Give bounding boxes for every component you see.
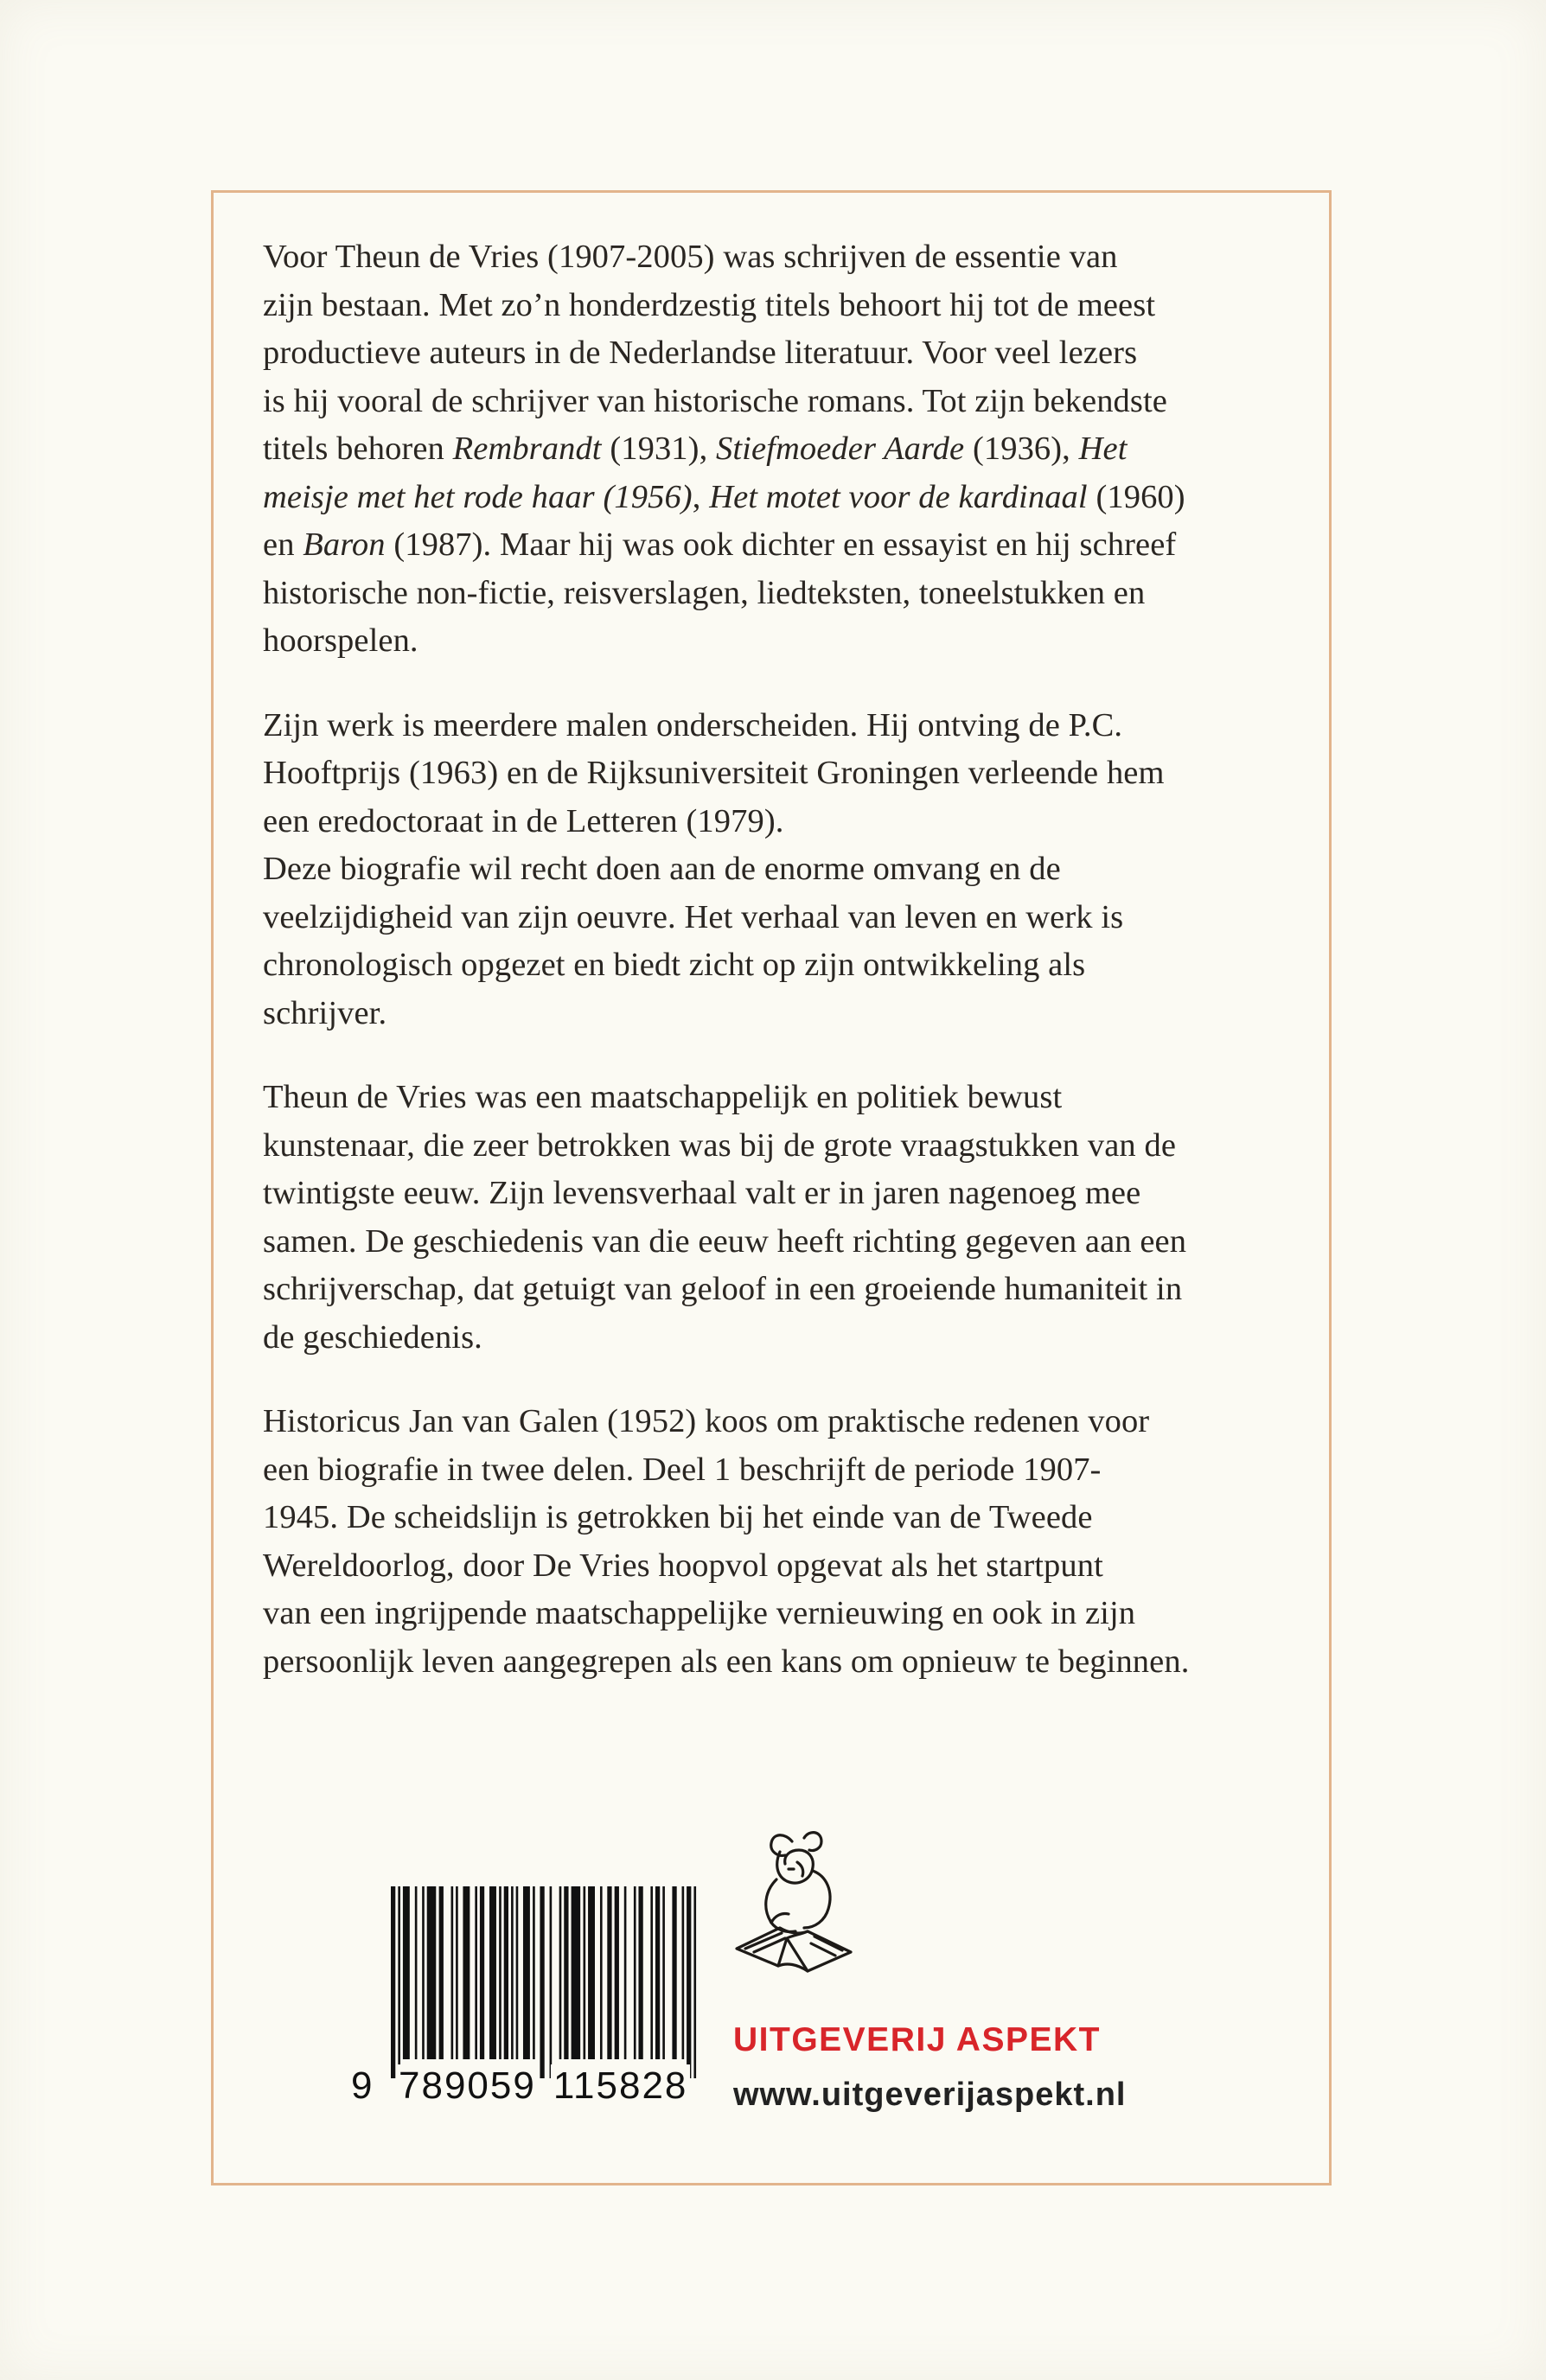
- barcode-bar: [607, 1886, 611, 2059]
- title-het-meisje: Het meisje met het rode haar (1956): [263, 431, 1128, 515]
- paragraph-biography: Deze biografie wil recht doen aan de enorme omvang en de veelzijdigheid van zijn oeuvre. Het verhaal van leven en werk is chronologisch opgezet en biedt zicht op zijn ontwikkeling als schrijver.: [263, 851, 1124, 1031]
- reading-figure-icon: [725, 1826, 877, 1980]
- barcode-bar: [655, 1886, 660, 2059]
- barcode-bar: [687, 1886, 691, 2078]
- barcode-bar: [398, 1886, 400, 2078]
- barcode-group-right: 115828: [551, 2064, 691, 2108]
- title-het-motet: Het motet voor de kardinaal: [709, 478, 1088, 515]
- barcode-bar: [540, 1886, 544, 2078]
- barcode-bar: [634, 1886, 636, 2059]
- barcode-bar: [516, 1886, 519, 2059]
- isbn-barcode: [349, 1886, 704, 2115]
- barcode-bar: [559, 1886, 562, 2059]
- publisher-name: UITGEVERIJ ASPEKT: [733, 2021, 1101, 2058]
- barcode-bar: [403, 1886, 410, 2059]
- barcode-bar: [693, 1886, 696, 2078]
- barcode-bar: [672, 1886, 676, 2059]
- title-baron: Baron: [303, 526, 386, 563]
- barcode-bar: [422, 1886, 425, 2059]
- barcode-bar: [584, 1886, 586, 2059]
- barcode-bar: [533, 1886, 535, 2059]
- barcode-bar: [427, 1886, 437, 2059]
- barcode-digit-first: 9: [351, 2064, 373, 2107]
- blurb-text: [263, 233, 1326, 1686]
- barcode-bar: [439, 1886, 444, 2059]
- barcode-bar: [523, 1886, 530, 2059]
- paragraph-awards: Zijn werk is meerdere malen onderscheiden. Hij ontving de P.C. Hooftprijs (1963) en de Rijksuniversiteit Groningen verleende hem een eredoctoraat in de Letteren (1979).: [263, 706, 1165, 839]
- paragraph-author: Historicus Jan van Galen (1952) koos om praktische redenen voor een biografie in twee delen. Deel 1 beschrijft de periode 1907- 1945. De scheidslijn is getrokken bij het einde van de Tweede Wereldoorlog, door De Vries hoopvol opgevat als het startpunt van een ingrijpende maatschappelijke vernieuwing en ook in zijn persoonlijk leven aangegrepen als een kans om opnieuw te beginnen.: [263, 1403, 1190, 1680]
- title-stiefmoeder-aarde: Stiefmoeder Aarde: [716, 431, 965, 467]
- paragraph-engagement: Theun de Vries was een maatschappelijk en politiek bewust kunstenaar, die zeer betrokken was bij de grote vraagstukken van de twintigste eeuw. Zijn levensverhaal valt er in jaren nagenoeg mee samen. De geschiedenis van die eeuw heeft richting gegeven aan een schrijverschap, dat getuigt van geloof in een groeiende humaniteit in de geschiedenis.: [263, 1079, 1187, 1356]
- barcode-bar: [662, 1886, 665, 2059]
- paragraph-intro: Voor Theun de Vries (1907-2005) was schrijven de essentie van zijn bestaan. Met zo’n honderdzestig titels behoort hij tot de meest productieve auteurs in de Nederlandse literatuur. Voor veel lezers is hij vooral de schrijver van historische romans. Tot zijn bekendste titels behoren Rembrandt (1931), Stiefmoeder Aarde (1936), Het meisje met het rode haar (1956), Het motet voor de kardinaal (1960) en Baron (1987). Maar hij was ook dichter en essayist en hij schreef historische non-fictie, reisverslagen, liedteksten, toneelstukken en hoorspelen.: [263, 239, 1185, 659]
- barcode-bar: [564, 1886, 568, 2059]
- barcode-bar: [588, 1886, 595, 2059]
- barcode-bar: [550, 1886, 553, 2078]
- barcode-bars: [391, 1886, 699, 2078]
- barcode-bar: [600, 1886, 603, 2059]
- barcode-bar: [615, 1886, 619, 2059]
- barcode-bar: [572, 1886, 581, 2059]
- barcode-bar: [650, 1886, 653, 2059]
- barcode-bar: [682, 1886, 685, 2059]
- publisher-url: www.uitgeverijaspekt.nl: [733, 2077, 1127, 2113]
- barcode-bar: [511, 1886, 514, 2059]
- barcode-group-left: 789059: [396, 2064, 539, 2108]
- barcode-bar: [391, 1886, 395, 2078]
- barcode-bar: [499, 1886, 501, 2059]
- barcode-bar: [456, 1886, 458, 2059]
- barcode-bar: [489, 1886, 496, 2059]
- barcode-bar: [415, 1886, 418, 2059]
- barcode-digits: [349, 2064, 704, 2108]
- barcode-bar: [475, 1886, 477, 2059]
- barcode-bar: [480, 1886, 484, 2059]
- barcode-bar: [624, 1886, 627, 2059]
- barcode-bar: [504, 1886, 508, 2059]
- barcode-bar: [451, 1886, 454, 2059]
- title-rembrandt: Rembrandt: [452, 431, 602, 467]
- barcode-bar: [638, 1886, 642, 2059]
- barcode-bar: [463, 1886, 470, 2059]
